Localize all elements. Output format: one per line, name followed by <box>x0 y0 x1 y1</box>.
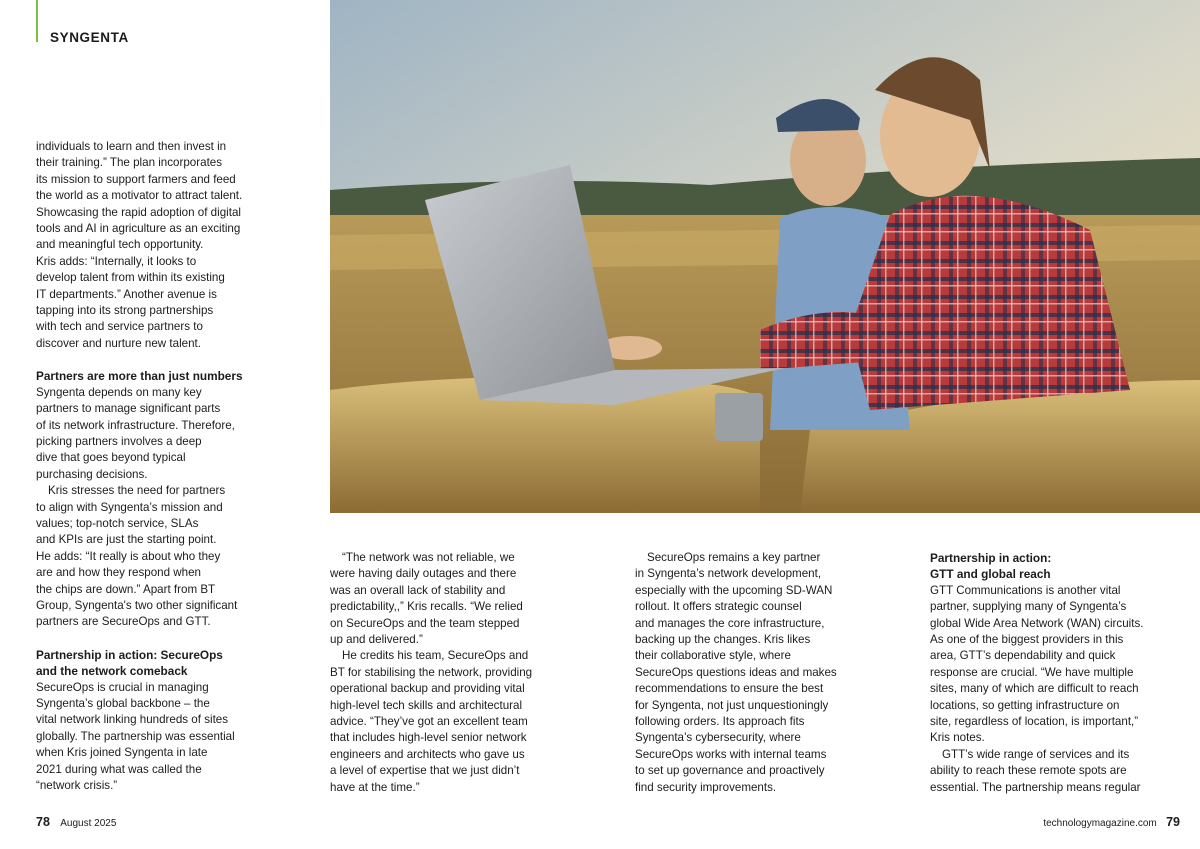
article-column-1 <box>36 139 272 794</box>
text-line: develop talent from within its existing <box>36 271 225 285</box>
article-column-2 <box>330 550 570 796</box>
article-column-4 <box>930 550 1170 796</box>
text-line: and manages the core infrastructure, <box>635 616 825 630</box>
text-line: Showcasing the rapid adoption of digital <box>36 205 241 219</box>
text-line: area, GTT’s dependability and quick <box>930 649 1116 663</box>
paragraph <box>330 648 570 796</box>
text-line: are and how they respond when <box>36 566 202 580</box>
footer-right <box>1043 815 1180 829</box>
subheading-gtt <box>930 550 1170 583</box>
text-line: tapping into its strong partnerships <box>36 304 214 318</box>
text-line: purchasing decisions. <box>36 467 148 481</box>
paragraph <box>36 483 272 631</box>
text-line: of its network infrastructure. Therefore, <box>36 418 235 432</box>
text-line: Group, Syngenta's two other significant <box>36 598 238 612</box>
text-line: to set up governance and proactively <box>635 764 825 778</box>
text-line: backing up the changes. Kris likes <box>635 633 811 647</box>
text-line: individuals to learn and then invest in <box>36 140 227 153</box>
text-line: partners are SecureOps and GTT. <box>36 615 211 629</box>
text-line: that includes high-level senior network <box>330 731 527 745</box>
text-line: sites, many of which are difficult to reach <box>930 682 1139 696</box>
text-line: response are crucial. “We have multiple <box>930 665 1134 679</box>
text-line: up and delivered.” <box>330 633 423 647</box>
text-line: global Wide Area Network (WAN) circuits. <box>930 616 1144 630</box>
subheading-line: Partnership in action: SecureOps <box>36 647 223 662</box>
text-line: have at the time.” <box>330 780 420 794</box>
text-line: were having daily outages and there <box>330 567 517 581</box>
subheading-line: Partnership in action: <box>930 551 1052 565</box>
text-line: IT departments.” Another avenue is <box>36 287 217 301</box>
text-line: partners to manage significant parts <box>36 402 221 416</box>
website-link[interactable]: technologymagazine.com <box>1043 818 1157 829</box>
text-line: especially with the upcoming SD-WAN <box>635 583 833 597</box>
subheading-secureops <box>36 647 272 680</box>
accent-bar <box>36 0 38 42</box>
text-line: locations, so getting infrastructure on <box>930 698 1120 712</box>
text-line: 2021 during what was called the <box>36 762 202 776</box>
text-line: discover and nurture new talent. <box>36 336 201 350</box>
text-line: Kris notes. <box>930 731 985 745</box>
text-line: a level of expertise that we just didn’t <box>330 764 520 778</box>
subheading-partners: Partners are more than just numbers <box>36 369 243 384</box>
paragraph <box>930 583 1170 747</box>
page-number-right: 79 <box>1166 815 1180 829</box>
text-line: following orders. Its approach fits <box>635 715 805 729</box>
text-line: high-level tech skills and architectural <box>330 698 523 712</box>
text-line: for Syngenta, not just unquestioningly <box>635 698 829 712</box>
paragraph <box>930 747 1170 796</box>
text-line: “network crisis.” <box>36 779 118 793</box>
text-line: ability to reach these remote spots are <box>930 764 1127 778</box>
text-line: predictability,,” Kris recalls. “We relied <box>330 600 523 614</box>
text-line: site, regardless of location, is important,” <box>930 715 1139 729</box>
hero-photo <box>330 0 1200 513</box>
text-line: their training.” The plan incorporates <box>36 156 223 170</box>
text-line: values; top-notch service, SLAs <box>36 516 199 530</box>
text-line: He adds: “It really is about who they <box>36 549 221 563</box>
text-line: find security improvements. <box>635 780 777 794</box>
text-line: GTT’s wide range of services and its <box>942 747 1130 761</box>
subheading-line: and the network comeback <box>36 664 188 679</box>
text-line: with tech and service partners to <box>36 320 203 334</box>
paragraph <box>36 385 272 483</box>
text-line: GTT Communications is another vital <box>930 583 1121 597</box>
text-line: SecureOps remains a key partner <box>647 551 821 564</box>
text-line: Syngenta’s global backbone – the <box>36 697 210 710</box>
paragraph <box>635 550 875 796</box>
issue-date: August 2025 <box>60 818 117 829</box>
text-line: BT for stabilising the network, providing <box>330 665 533 679</box>
page-number-left: 78 <box>36 815 50 829</box>
text-line: dive that goes beyond typical <box>36 451 186 465</box>
text-line: SecureOps questions ideas and makes <box>635 665 837 679</box>
text-line: in Syngenta’s network development, <box>635 567 822 581</box>
text-line: Syngenta’s cybersecurity, where <box>635 731 801 745</box>
text-line: Syngenta depends on many key <box>36 385 202 399</box>
article-column-3 <box>635 550 875 796</box>
text-line: As one of the biggest providers in this <box>930 633 1124 647</box>
text-line: He credits his team, SecureOps and <box>342 649 529 663</box>
text-line: the world as a motivator to attract talent. <box>36 189 243 203</box>
text-line: when Kris joined Syngenta in late <box>36 746 208 760</box>
text-line: SecureOps works with internal teams <box>635 747 827 761</box>
subheading-line: GTT and global reach <box>930 567 1051 582</box>
text-line: advice. “They’ve got an excellent team <box>330 715 528 729</box>
paragraph <box>330 550 570 648</box>
text-line: tools and AI in agriculture as an exciting <box>36 222 241 236</box>
text-line: its mission to support farmers and feed <box>36 172 236 186</box>
footer-left <box>36 815 116 829</box>
text-line: was an overall lack of stability and <box>330 583 506 597</box>
photo-illustration <box>330 0 1200 513</box>
text-line: rollout. It offers strategic counsel <box>635 600 802 614</box>
section-label: SYNGENTA <box>50 30 129 45</box>
text-line: essential. The partnership means regular <box>930 780 1141 794</box>
text-line: their collaborative style, where <box>635 649 791 663</box>
text-line: vital network linking hundreds of sites <box>36 713 229 727</box>
paragraph <box>36 680 272 795</box>
text-line: SecureOps is crucial in managing <box>36 680 209 694</box>
text-line: engineers and architects who gave us <box>330 747 525 761</box>
text-line: to align with Syngenta’s mission and <box>36 500 223 514</box>
text-line: operational backup and providing vital <box>330 682 525 696</box>
text-line: “The network was not reliable, we <box>342 551 515 564</box>
text-line: and meaningful tech opportunity. <box>36 238 204 252</box>
text-line: globally. The partnership was essential <box>36 729 235 743</box>
text-line: the chips are down.” Apart from BT <box>36 582 216 596</box>
text-line: and KPIs are just the starting point. <box>36 533 217 547</box>
text-line: Kris adds: “Internally, it looks to <box>36 254 197 268</box>
paragraph <box>36 139 272 352</box>
text-line: recommendations to ensure the best <box>635 682 824 696</box>
text-line: on SecureOps and the team stepped <box>330 616 520 630</box>
text-line: Kris stresses the need for partners <box>48 484 226 498</box>
text-line: partner, supplying many of Syngenta’s <box>930 600 1127 614</box>
text-line: picking partners involves a deep <box>36 434 202 448</box>
